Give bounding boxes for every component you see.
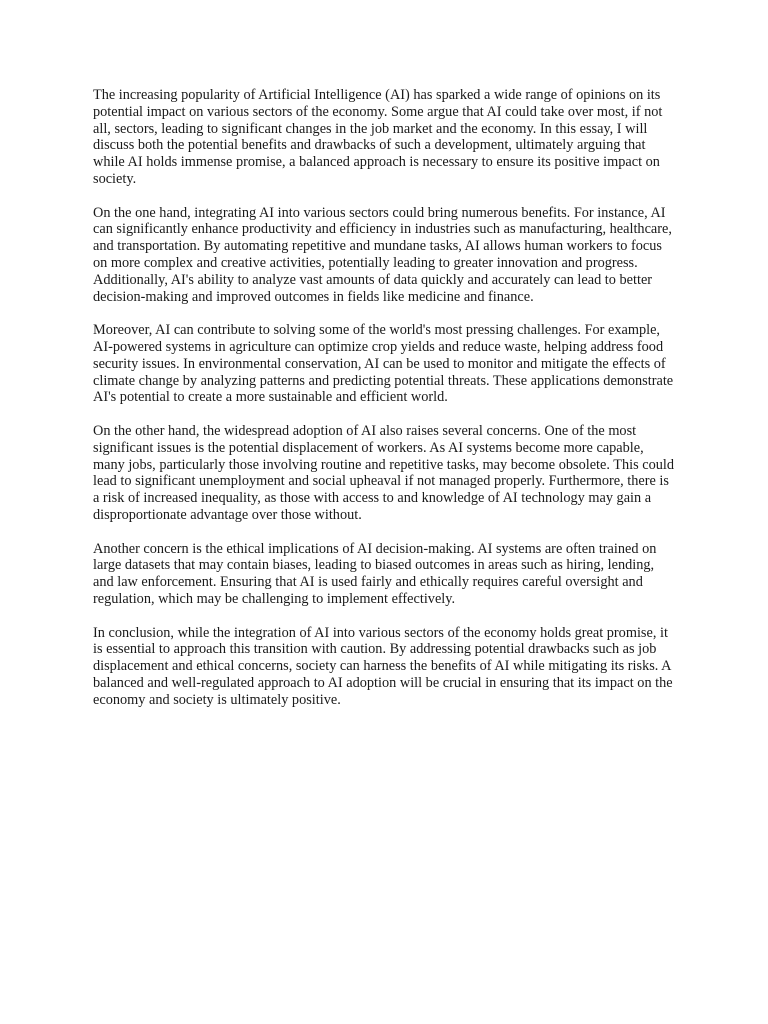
paragraph-ethics: Another concern is the ethical implications of AI decision-making. AI systems are often trained on large datasets that may contain biases, leading to biased outcomes in areas such as hiring, lending, and law enforcement. Ensuring that AI is used fairly and ethically requires careful oversight and regulation, which may be challenging to implement effectively. <box>93 540 657 607</box>
document-body <box>93 87 678 725</box>
paragraph-conclusion: In conclusion, while the integration of AI into various sectors of the economy holds great promise, it is essential to approach this transition with caution. By addressing potential drawbacks such as job displacement and ethical concerns, society can harness the benefits of AI while mitigating its risks. A balanced and well-regulated approach to AI adoption will be crucial in ensuring that its impact on the economy and society is ultimately positive. <box>93 624 673 708</box>
paragraph-intro: The increasing popularity of Artificial Intelligence (AI) has sparked a wide range of opinions on its potential impact on various sectors of the economy. Some argue that AI could take over most, if not all, sectors, leading to significant changes in the job market and the economy. In this essay, I will discuss both the potential benefits and drawbacks of such a development, ultimately arguing that while AI holds immense promise, a balanced approach is necessary to ensure its positive impact on society. <box>93 87 663 187</box>
paragraph-benefits: On the one hand, integrating AI into various sectors could bring numerous benefits. For instance, AI can significantly enhance productivity and efficiency in industries such as manufacturing, healthcare, and transportation. By automating repetitive and mundane tasks, AI allows human workers to focus on more complex and creative activities, potentially leading to greater innovation and progress. Additionally, AI's ability to analyze vast amounts of data quickly and accurately can lead to better decision-making and improved outcomes in fields like medicine and finance. <box>93 204 672 305</box>
paragraph-concerns: On the other hand, the widespread adoption of AI also raises several concerns. One of the most significant issues is the potential displacement of workers. As AI systems become more capable, many jobs, particularly those involving routine and repetitive tasks, may become obsolete. This could lead to significant unemployment and social upheaval if not managed properly. Furthermore, there is a risk of increased inequality, as those with access to and knowledge of AI technology may gain a disproportionate advantage over those without. <box>93 422 675 523</box>
paragraph-challenges: Moreover, AI can contribute to solving some of the world's most pressing challenges. For example, AI-powered systems in agriculture can optimize crop yields and reduce waste, helping address food security issues. In environmental conservation, AI can be used to monitor and mitigate the effects of climate change by analyzing patterns and predicting potential threats. These applications demonstrate AI's potential to create a more sustainable and efficient world. <box>93 322 674 406</box>
